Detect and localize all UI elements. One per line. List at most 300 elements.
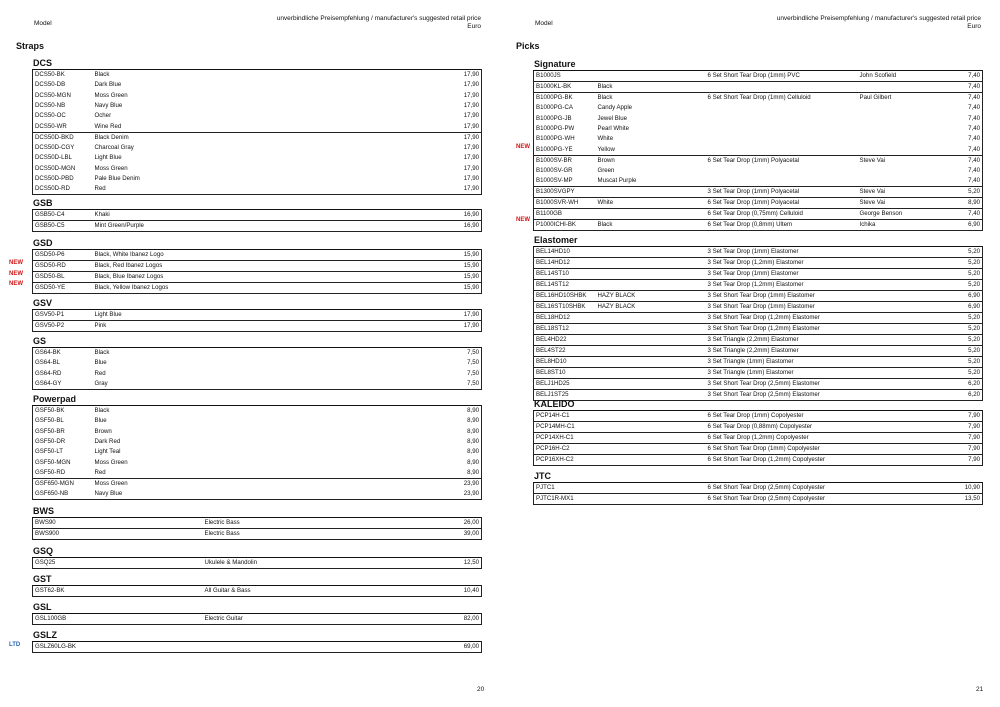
pick-specification (706, 134, 858, 144)
retail-price: 8,90 (958, 197, 983, 208)
color-description: Pale Blue Denim (94, 174, 140, 182)
table-row (33, 529, 482, 540)
model-number: B1000JS (534, 71, 596, 82)
product-group-gsd (32, 237, 482, 294)
color-description: Black (93, 70, 373, 81)
new-badge: NEW (516, 216, 530, 223)
product-group-gslz (32, 629, 482, 653)
model-number: BEL4ST22 (534, 346, 596, 357)
color-description (596, 357, 706, 368)
model-number: BEL14ST10 (534, 269, 596, 280)
pick-specification (706, 124, 858, 134)
price-column-label: unverbindliche Preisempfehlung / manufacturer's suggested retail price Euro (276, 15, 481, 30)
price-table (533, 410, 983, 466)
retail-price: 8,90 (373, 437, 482, 447)
model-number: GSF650-MGN (33, 478, 93, 489)
artist-name (858, 422, 958, 433)
color-description: Red (94, 468, 106, 476)
price-table (533, 246, 983, 401)
model-number: GSD50-BL (33, 272, 93, 283)
group-title: GSD (33, 238, 53, 248)
retail-price: 6,20 (958, 379, 983, 390)
model-number: DCS50D-CGY (33, 143, 93, 153)
retail-price: 16,90 (373, 210, 482, 221)
table-row (33, 558, 482, 569)
color-description (596, 444, 706, 455)
retail-price: 8,90 (373, 447, 482, 457)
model-column-label: Model (535, 20, 553, 27)
model-number: GSF650-NB (33, 489, 93, 500)
group-title: Powerpad (33, 394, 77, 404)
model-number: GSQ25 (33, 558, 93, 569)
color-description: Black (93, 348, 373, 359)
color-description (93, 529, 203, 540)
table-row (534, 291, 983, 302)
artist-name (858, 444, 958, 455)
artist-name (858, 82, 958, 93)
model-number: PCP16H-C2 (534, 444, 596, 455)
color-description: Black, Blue Ibanez Logos (93, 272, 373, 283)
product-group-gsv (32, 297, 482, 332)
color-description: Moss Green (94, 91, 128, 99)
model-number: DCS50D-MGN (33, 163, 93, 173)
pick-specification: 6 Set Short Tear Drop (1mm) Copolyester (706, 444, 858, 455)
table-row (534, 280, 983, 291)
table-row (33, 321, 482, 332)
retail-price: 8,90 (373, 468, 482, 479)
color-description (596, 422, 706, 433)
section-title-straps: Straps (16, 41, 45, 51)
model-number: B1300SVGPY (534, 186, 596, 197)
product-group-gsb (32, 197, 482, 232)
product-group-gsq (32, 545, 482, 569)
model-number: BEL14ST12 (534, 280, 596, 291)
table-row (33, 348, 482, 359)
retail-price: 5,20 (958, 335, 983, 346)
price-table (32, 405, 482, 500)
limited-badge: LTD (9, 642, 21, 648)
color-description: Ocher (94, 112, 112, 120)
table-row (534, 269, 983, 280)
table-row (33, 447, 482, 457)
artist-name (858, 269, 958, 280)
table-row (33, 426, 482, 436)
table-row (33, 70, 482, 81)
color-description: Light Teal (94, 448, 121, 456)
color-description: Navy Blue (93, 489, 373, 500)
table-row (33, 586, 482, 597)
color-description (596, 313, 706, 324)
pick-specification: 3 Set Tear Drop (1,2mm) Elastomer (706, 280, 858, 291)
retail-price: 8,90 (373, 406, 482, 417)
instrument-type: Ukulele & Mandolin (203, 558, 403, 569)
table-row (33, 310, 482, 321)
color-description (596, 247, 706, 258)
retail-price: 7,50 (373, 368, 482, 378)
artist-name (858, 324, 958, 335)
retail-price: 17,90 (373, 321, 482, 332)
model-number: PCP14MH-C1 (534, 422, 596, 433)
model-number: BEL8HD10 (534, 357, 596, 368)
color-description: HAZY BLACK (596, 302, 706, 313)
artist-name (858, 494, 958, 505)
group-title: GSB (33, 198, 53, 208)
model-number: PCP14XH-C1 (534, 433, 596, 444)
retail-price: 15,90 (373, 272, 482, 283)
model-number: GSL100GB (33, 614, 93, 625)
artist-name (858, 258, 958, 269)
retail-price: 17,90 (373, 132, 482, 143)
product-group-jtc (533, 470, 983, 505)
model-number: BEL14HD10 (534, 247, 596, 258)
group-title: BWS (33, 506, 54, 516)
table-row (534, 494, 983, 505)
model-number: DCS50-DB (33, 80, 93, 90)
pick-specification: 3 Set Short Tear Drop (2,5mm) Elastomer (706, 390, 858, 401)
model-number: B1000SVR-WH (534, 197, 596, 208)
retail-price: 8,90 (373, 426, 482, 436)
retail-price: 7,40 (958, 155, 983, 166)
model-number: B1000KL-BK (534, 82, 596, 93)
group-title: GSV (33, 298, 53, 308)
artist-name (858, 357, 958, 368)
group-title: GSQ (33, 546, 54, 556)
table-row (33, 250, 482, 261)
artist-name (858, 368, 958, 379)
model-number: GSD50-RD (33, 261, 93, 272)
table-row (33, 379, 482, 390)
model-number: DCS50-OC (33, 111, 93, 121)
retail-price: 5,20 (958, 368, 983, 379)
retail-price: 10,90 (958, 483, 983, 494)
pick-specification: 6 Set Short Tear Drop (2,5mm) Copolyester (706, 483, 858, 494)
price-table (32, 557, 482, 569)
table-row (33, 261, 482, 272)
artist-name (858, 280, 958, 291)
price-table (32, 249, 482, 294)
model-number: PCP14H-C1 (534, 411, 596, 422)
color-description (596, 346, 706, 357)
retail-price: 5,20 (958, 324, 983, 335)
model-number: GSD50-P6 (33, 250, 93, 261)
retail-price: 7,90 (958, 433, 983, 444)
retail-price: 5,20 (958, 357, 983, 368)
retail-price: 8,90 (373, 458, 482, 468)
retail-price: 7,50 (373, 379, 482, 390)
table-row (33, 478, 482, 489)
retail-price: 17,90 (373, 174, 482, 184)
color-description: Khaki (93, 210, 373, 221)
artist-name (858, 134, 958, 144)
model-number: BEL18ST12 (534, 324, 596, 335)
color-description (93, 642, 373, 653)
price-table (533, 70, 983, 231)
pick-specification: 6 Set Tear Drop (1mm) Copolyester (706, 411, 858, 422)
retail-price: 5,20 (958, 313, 983, 324)
table-row (534, 422, 983, 433)
table-row (534, 145, 983, 156)
price-table (32, 209, 482, 232)
retail-price: 10,40 (403, 586, 482, 597)
model-number: DCS50D-BKD (33, 132, 93, 143)
retail-price: 13,50 (958, 494, 983, 505)
pick-specification (706, 145, 858, 156)
instrument-type: All Guitar & Bass (203, 586, 403, 597)
new-badge: NEW (9, 270, 23, 277)
product-group-dcs (32, 57, 482, 195)
pick-specification: 3 Set Short Tear Drop (1,2mm) Elastomer (706, 324, 858, 335)
model-number: GSV50-P1 (33, 310, 93, 321)
color-description (596, 379, 706, 390)
pick-specification: 6 Set Tear Drop (1mm) Polyacetal (706, 155, 858, 166)
color-description: Navy Blue (94, 101, 123, 109)
model-number: B1000SV-MP (534, 176, 596, 187)
artist-name (858, 247, 958, 258)
product-group-kaleido (533, 398, 983, 466)
model-number: DCS50D-PBD (33, 174, 93, 184)
pick-specification: 6 Set Tear Drop (1mm) Polyacetal (706, 197, 858, 208)
table-row (33, 272, 482, 283)
price-table (32, 69, 482, 195)
model-number: GSV50-P2 (33, 321, 93, 332)
pick-specification: 3 Set Triangle (2,2mm) Elastomer (706, 335, 858, 346)
model-number: B1000SV-GR (534, 166, 596, 176)
group-title: KALEIDO (534, 399, 575, 409)
pick-specification: 3 Set Tear Drop (1mm) Polyacetal (706, 186, 858, 197)
table-row (534, 155, 983, 166)
pick-specification: 6 Set Short Tear Drop (1mm) PVC (706, 71, 858, 82)
table-row (33, 489, 482, 500)
pick-specification: 3 Set Triangle (2,2mm) Elastomer (706, 346, 858, 357)
color-description: Black (596, 82, 706, 93)
retail-price: 5,20 (958, 258, 983, 269)
group-title: GST (33, 574, 52, 584)
color-description: Wine Red (94, 122, 122, 130)
table-row (534, 197, 983, 208)
price-table (32, 347, 482, 390)
instrument-type: Electric Bass (203, 529, 403, 540)
retail-price: 6,90 (958, 219, 983, 230)
product-group-gs (32, 335, 482, 390)
table-row (33, 518, 482, 529)
table-row (33, 163, 482, 173)
model-number: GS64-GY (33, 379, 93, 390)
retail-price: 7,40 (958, 208, 983, 219)
artist-name (858, 302, 958, 313)
table-row (534, 208, 983, 219)
model-number: BWS900 (33, 529, 93, 540)
model-number: PJTC1R-MX1 (534, 494, 596, 505)
artist-name (858, 346, 958, 357)
pick-specification: 6 Set Short Tear Drop (2,5mm) Copolyester (706, 494, 858, 505)
color-description: Brown (596, 155, 706, 166)
pick-specification (706, 113, 858, 123)
model-number: DCS50-WR (33, 122, 93, 133)
color-description: Muscat Purple (597, 176, 637, 184)
color-description: White (597, 135, 614, 143)
retail-price: 7,40 (958, 71, 983, 82)
color-description: Dark Red (94, 437, 121, 445)
instrument-type: Electric Bass (203, 518, 403, 529)
model-number: B1000SV-BR (534, 155, 596, 166)
table-row (534, 93, 983, 104)
retail-price: 7,40 (958, 176, 983, 187)
artist-name (858, 483, 958, 494)
retail-price: 17,90 (373, 70, 482, 81)
model-number: PJTC1 (534, 483, 596, 494)
table-row (33, 153, 482, 163)
pick-specification: 3 Set Short Tear Drop (2,5mm) Elastomer (706, 379, 858, 390)
model-number: GSF50-DR (33, 437, 93, 447)
retail-price: 7,40 (958, 82, 983, 93)
retail-price: 69,00 (373, 642, 482, 653)
table-row (534, 219, 983, 230)
artist-name (858, 103, 958, 113)
table-row (534, 103, 983, 113)
retail-price: 5,20 (958, 269, 983, 280)
model-number: B1100GB (534, 208, 596, 219)
color-description (596, 324, 706, 335)
table-row (534, 113, 983, 123)
model-number: BEL14HD12 (534, 258, 596, 269)
product-group-bws (32, 505, 482, 540)
table-row (33, 368, 482, 378)
retail-price: 17,90 (373, 184, 482, 195)
retail-price: 8,90 (373, 416, 482, 426)
color-description: Blue (94, 359, 107, 367)
retail-price: 17,90 (373, 310, 482, 321)
color-description: Black, White Ibanez Logo (93, 250, 373, 261)
right-page (500, 0, 1000, 707)
table-row (534, 444, 983, 455)
pick-specification: 3 Set Short Tear Drop (1mm) Elastomer (706, 302, 858, 313)
model-number: B1000PG-JB (534, 113, 596, 123)
group-title: Signature (534, 59, 576, 69)
retail-price: 7,50 (373, 358, 482, 368)
price-table (32, 517, 482, 540)
artist-name (858, 379, 958, 390)
retail-price: 39,00 (403, 529, 482, 540)
color-description (93, 518, 203, 529)
color-description: Moss Green (94, 458, 128, 466)
color-description: HAZY BLACK (596, 291, 706, 302)
color-description: Brown (94, 427, 112, 435)
pick-specification: 6 Set Tear Drop (0,8mm) Ultem (706, 219, 858, 230)
retail-price: 7,40 (958, 113, 983, 123)
artist-name (858, 291, 958, 302)
model-number: BEL16ST10SHBK (534, 302, 596, 313)
table-row (33, 80, 482, 90)
pick-specification: 6 Set Short Tear Drop (1mm) Celluloid (706, 93, 858, 104)
retail-price: 7,90 (958, 411, 983, 422)
color-description: Yellow (597, 145, 615, 153)
retail-price: 17,90 (373, 122, 482, 133)
color-description: White (596, 197, 706, 208)
color-description (596, 455, 706, 466)
retail-price: 7,40 (958, 145, 983, 156)
color-description: Pearl White (597, 124, 629, 132)
group-title: DCS (33, 58, 53, 68)
retail-price: 6,20 (958, 390, 983, 401)
color-description: Light Blue (94, 154, 122, 162)
pick-specification: 3 Set Triangle (1mm) Elastomer (706, 368, 858, 379)
table-row (33, 122, 482, 133)
table-row (534, 483, 983, 494)
price-table (32, 309, 482, 332)
artist-name (858, 124, 958, 134)
product-group-gst (32, 573, 482, 597)
pick-specification: 3 Set Triangle (1mm) Elastomer (706, 357, 858, 368)
color-description: Black, Yellow Ibanez Logos (93, 283, 373, 294)
color-description (596, 258, 706, 269)
table-row (33, 111, 482, 121)
pick-specification: 3 Set Tear Drop (1mm) Elastomer (706, 269, 858, 280)
color-description: Black Denim (93, 132, 373, 143)
table-row (534, 176, 983, 187)
new-badge: NEW (9, 260, 23, 267)
table-row (534, 346, 983, 357)
artist-name: Paul Gilbert (858, 93, 958, 104)
model-number: GSF50-MGN (33, 458, 93, 468)
table-row (534, 71, 983, 82)
artist-name: George Benson (858, 208, 958, 219)
color-description (596, 335, 706, 346)
model-number: GSD50-YE (33, 283, 93, 294)
table-row (33, 614, 482, 625)
color-description (93, 614, 203, 625)
pick-specification: 6 Set Tear Drop (0,75mm) Celluloid (706, 208, 858, 219)
retail-price: 17,90 (373, 153, 482, 163)
color-description: Black (596, 219, 706, 230)
table-row (33, 184, 482, 195)
model-number: BEL8ST10 (534, 368, 596, 379)
retail-price: 26,00 (403, 518, 482, 529)
artist-name (858, 455, 958, 466)
table-row (534, 379, 983, 390)
retail-price: 7,90 (958, 422, 983, 433)
price-table (32, 585, 482, 597)
pick-specification: 3 Set Tear Drop (1,2mm) Elastomer (706, 258, 858, 269)
table-row (33, 174, 482, 184)
retail-price: 5,20 (958, 280, 983, 291)
color-description (596, 411, 706, 422)
color-description (596, 494, 706, 505)
color-description: Black (93, 406, 373, 417)
artist-name: Steve Vai (858, 186, 958, 197)
pick-specification: 6 Set Tear Drop (1,2mm) Copolyester (706, 433, 858, 444)
artist-name (858, 166, 958, 176)
color-description: Candy Apple (597, 104, 633, 112)
color-description: Jewel Blue (597, 114, 627, 122)
retail-price: 17,90 (373, 80, 482, 90)
instrument-type: Electric Guitar (203, 614, 403, 625)
model-number: DCS50-NB (33, 101, 93, 111)
artist-name (858, 176, 958, 187)
group-title: JTC (534, 471, 552, 481)
retail-price: 17,90 (373, 143, 482, 153)
model-number: GSLZ60LG-BK (33, 642, 93, 653)
model-number: BELJ1ST25 (534, 390, 596, 401)
model-column-label: Model (34, 20, 52, 27)
table-row (534, 335, 983, 346)
retail-price: 15,90 (373, 250, 482, 261)
color-description (596, 186, 706, 197)
model-number: B1000PG-CA (534, 103, 596, 113)
retail-price: 17,90 (373, 90, 482, 100)
table-row (534, 166, 983, 176)
retail-price: 17,90 (373, 111, 482, 121)
color-description (596, 483, 706, 494)
